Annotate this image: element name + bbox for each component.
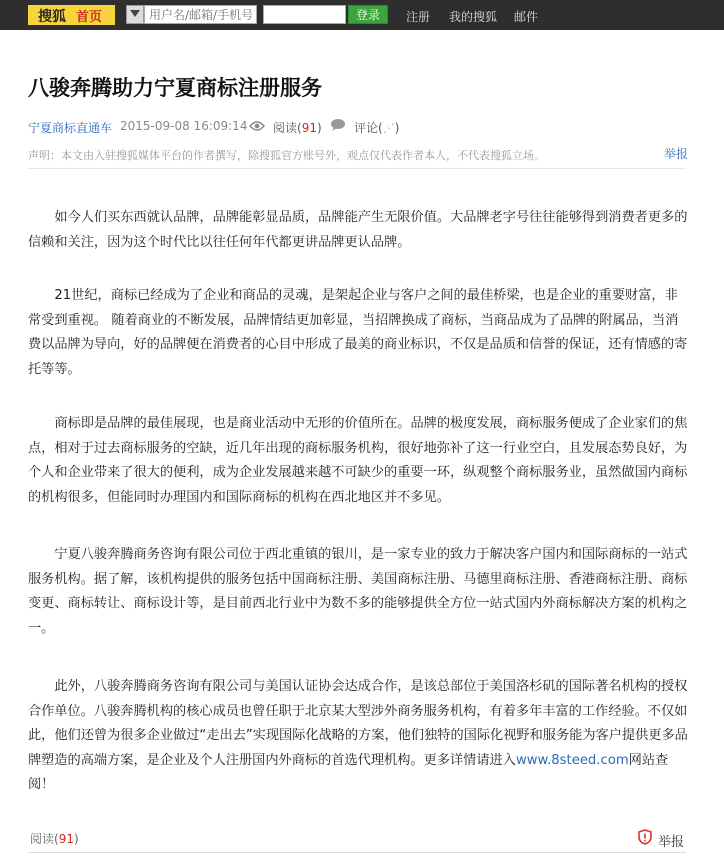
logo-name: 搜狐 [38, 9, 66, 25]
my-sohu-link[interactable]: 我的搜狐 [449, 10, 498, 24]
logo-home-link[interactable]: 首页 [76, 10, 103, 25]
account-type-dropdown[interactable] [126, 5, 144, 24]
bottom-divider [28, 852, 686, 853]
disclaimer: 声明：本文由入驻搜狐媒体平台的作者撰写，除搜狐官方账号外，观点仅代表作者本人，不代表搜狐立场。 [28, 149, 545, 162]
eye-icon [249, 120, 265, 132]
register-link[interactable]: 注册 [406, 10, 431, 24]
login-button[interactable]: 登录 [348, 5, 388, 24]
caret-down-icon [130, 10, 140, 17]
read-count: 阅读(91) [273, 121, 322, 135]
shield-icon [638, 829, 652, 845]
comment-link[interactable]: 评论(⋰) [354, 121, 400, 135]
comment-icon [330, 118, 346, 132]
mail-link[interactable]: 邮件 [514, 10, 539, 24]
article-source-link[interactable]: 宁夏商标直通车 [28, 121, 113, 135]
article-paragraph-last: 此外，八骏奔腾商务咨询有限公司与美国认证协会达成合作，是该总部位于美国洛杉矶的国际著名机构的授权合作单位。八骏奔腾机构的核心成员也曾任职于北京某大型涉外商务服务机构，有着多年丰富的工作经验。不仅如此，他们还曾为很多企业做过“走出去”实现国际化战略的方案，他们独特的国际化视野和服务能为客户提供更多品牌塑造的高端方案，是企业及个人注册国内外商标的首选代理机构。更多详情请进入www.8steed.com网站查阅！ [28, 679, 688, 792]
top-nav-bar [0, 0, 724, 30]
article-paragraph: 如今人们买东西就认品牌，品牌能彰显品质，品牌能产生无限价值。大品牌老字号往往能够得到消费者更多的信赖和关注，因为这个时代比以往任何年代都更讲品牌更认品牌。 [28, 210, 688, 250]
article-paragraph: 宁夏八骏奔腾商务咨询有限公司位于西北重镇的银川，是一家专业的致力于解决客户国内和国际商标的一站式服务机构。据了解，该机构提供的服务包括中国商标注册、美国商标注册、马德里商标注册、香港商标注册、商标变更、商标转让、商标设计等，是目前西北行业中为数不多的能够提供全方位一站式国内外商标解决方案的机构之一。 [28, 547, 688, 636]
bottom-read-count: 阅读(91) [30, 832, 79, 846]
divider [28, 168, 686, 169]
article-time: 2015-09-08 16:09:14 [120, 119, 248, 133]
sohu-logo[interactable] [28, 5, 115, 25]
username-input[interactable] [144, 5, 257, 24]
article-title: 八骏奔腾助力宁夏商标注册服务 [28, 76, 322, 100]
article-paragraph: 商标即是品牌的最佳展现，也是商业活动中无形的价值所在。品牌的极度发展，商标服务便成了企业家们的焦点，相对于过去商标服务的空缺，近几年出现的商标服务机构，很好地弥补了这一行业空白，且发展态势良好，为个人和企业带来了很大的便利，成为企业发展越来越不可缺少的重要一环，纵观整个商标服务业，虽然做国内商标的机构很多，但能同时办理国内和国际商标的机构在西北地区并不多见。 [28, 416, 688, 505]
password-input[interactable] [263, 5, 346, 24]
article-paragraph: 21世纪，商标已经成为了企业和商品的灵魂，是架起企业与客户之间的最佳桥梁，也是企业的重要财富，非常受到重视。 随着商业的不断发展，品牌情结更加彰显，当招牌换成了商标，当商品成为了品牌的附属品，当消费以品牌为导向，好的品牌便在消费者的心目中形成了最美的商业标识，不仅是品质和信誉的保证，还有情感的寄托等等。 [28, 288, 688, 377]
report-link-top[interactable]: 举报 [664, 147, 689, 161]
loading-icon: ⋰ [382, 121, 395, 135]
report-link-bottom[interactable]: 举报 [658, 835, 685, 850]
website-link[interactable]: www.8steed.com [515, 752, 629, 768]
